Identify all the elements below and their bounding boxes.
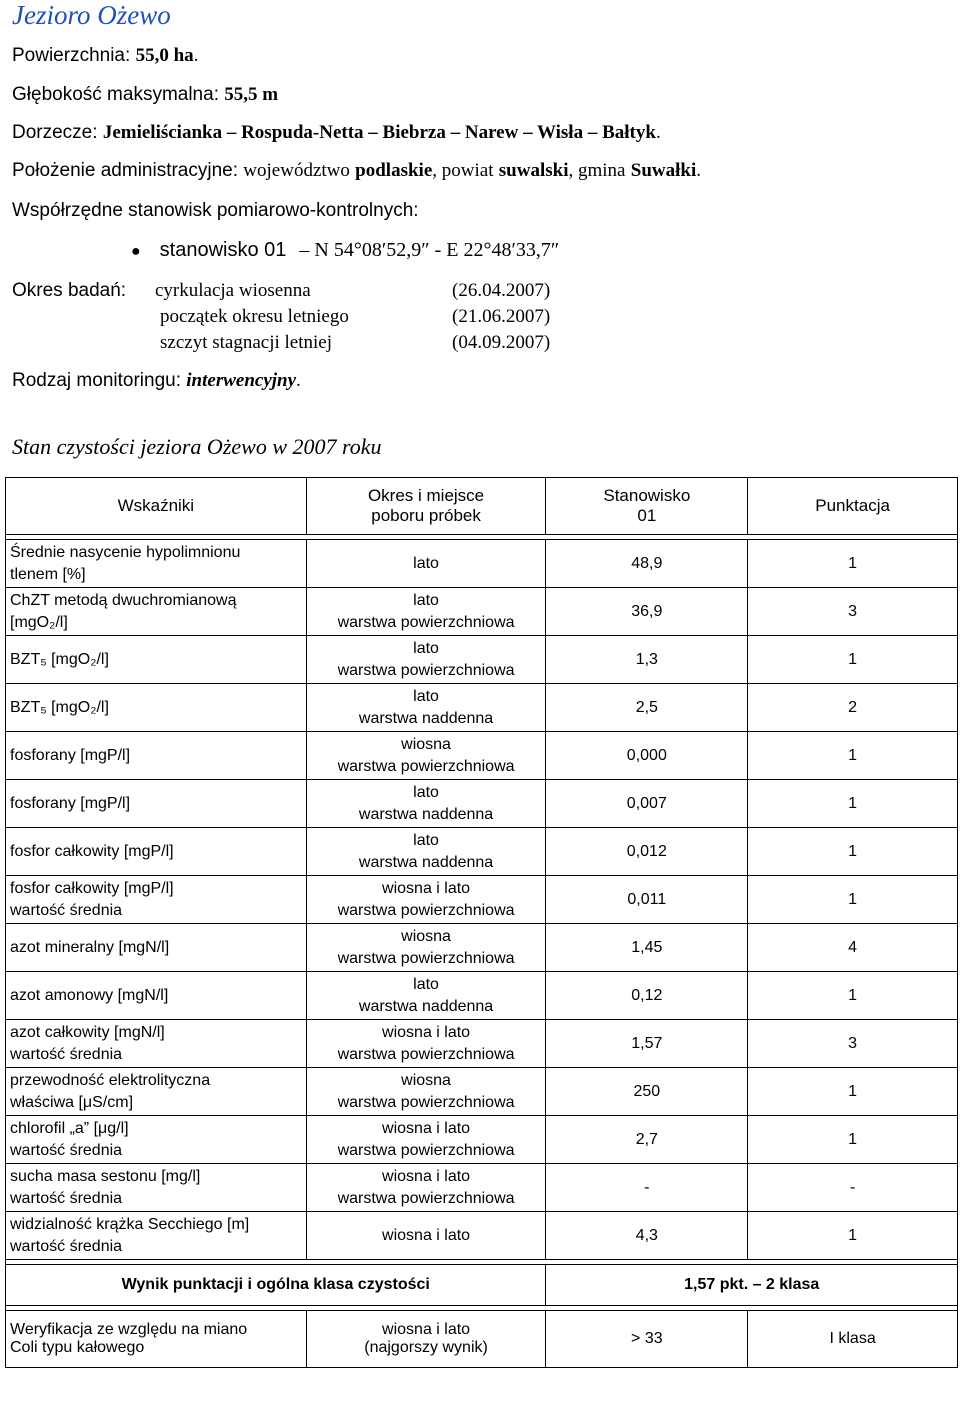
- value-cell: 0,007: [546, 780, 748, 828]
- result-value: 1,57 pkt. – 2 klasa: [546, 1265, 958, 1306]
- admin-gm-pre: , gmina: [568, 160, 626, 181]
- table-row: [6, 636, 958, 684]
- indicator-cell: fosforany [mgP/l]: [6, 732, 307, 780]
- period-cell: wiosna i lato warstwa powierzchniowa: [306, 1020, 546, 1068]
- value-cell: 1,3: [546, 636, 748, 684]
- table-row: [6, 1116, 958, 1164]
- coords-label: Współrzędne stanowisk pomiarowo-kontrolnych:: [12, 200, 419, 221]
- indicator-cell: ChZT metodą dwuchromianową [mgO₂/l]: [6, 588, 307, 636]
- period-cell: wiosna warstwa powierzchniowa: [306, 1068, 546, 1116]
- period-cell: wiosna i lato: [306, 1212, 546, 1260]
- indicator-cell: chlorofil „a” [μg/l] wartość średnia: [6, 1116, 307, 1164]
- value-cell: 48,9: [546, 540, 748, 588]
- result-label: Wynik punktacji i ogólna klasa czystości: [6, 1265, 546, 1306]
- area-label: Powierzchnia:: [12, 45, 131, 66]
- period-label: Okres badań:: [12, 280, 127, 301]
- table-row: [6, 828, 958, 876]
- points-cell: 2: [748, 684, 958, 732]
- period-cell: lato warstwa naddenna: [306, 780, 546, 828]
- station-coords: N 54°08′52,9″ - E 22°48′33,7″: [314, 239, 560, 261]
- points-cell: 3: [748, 588, 958, 636]
- points-cell: 1: [748, 540, 958, 588]
- period-cell: lato warstwa naddenna: [306, 828, 546, 876]
- result-row: [6, 1265, 958, 1306]
- verification-row: [6, 1311, 958, 1368]
- section-title: Stan czystości jeziora Ożewo w 2007 roku: [12, 434, 382, 459]
- basin-line: Dorzecze: Jemieliścianka – Rospuda-Netta – Biebrza – Narew – Wisła – Bałtyk.: [12, 122, 661, 143]
- table-row: [6, 1020, 958, 1068]
- admin-pow: suwalski: [498, 160, 569, 181]
- monitor-label: Rodzaj monitoringu:: [12, 370, 181, 391]
- table-row: [6, 780, 958, 828]
- table-row: [6, 924, 958, 972]
- value-cell: 1,45: [546, 924, 748, 972]
- table-header: [6, 478, 958, 535]
- bullet-icon: ●: [131, 243, 141, 260]
- points-cell: 3: [748, 1020, 958, 1068]
- header-indicators: Wskaźniki: [6, 478, 307, 535]
- verification-class: I klasa: [748, 1311, 958, 1368]
- monitor-value: interwencyjny: [186, 370, 297, 391]
- period-cell: wiosna i lato warstwa powierzchniowa: [306, 1164, 546, 1212]
- points-cell: 1: [748, 1116, 958, 1164]
- value-cell: 2,7: [546, 1116, 748, 1164]
- indicator-cell: BZT₅ [mgO₂/l]: [6, 636, 307, 684]
- area-line: Powierzchnia: 55,0 ha.: [12, 45, 199, 66]
- period-name-3: szczyt stagnacji letniej: [160, 332, 332, 353]
- value-cell: 36,9: [546, 588, 748, 636]
- basin-value: Jemieliścianka – Rospuda-Netta – Biebrza – Narew – Wisła – Bałtyk: [102, 122, 656, 143]
- value-cell: 0,000: [546, 732, 748, 780]
- points-cell: 1: [748, 732, 958, 780]
- header-period: Okres i miejsce poboru próbek: [306, 478, 546, 535]
- indicator-cell: fosfor całkowity [mgP/l]: [6, 828, 307, 876]
- points-cell: 1: [748, 972, 958, 1020]
- value-cell: 0,12: [546, 972, 748, 1020]
- verification-label: Weryfikacja ze względu na miano Coli typu kałowego: [6, 1311, 307, 1368]
- table-body: [6, 540, 958, 1260]
- admin-line: Położenie administracyjne: województwo podlaskie, powiat suwalski, gmina Suwałki.: [12, 160, 701, 181]
- period-cell: lato: [306, 540, 546, 588]
- period-name-2: początek okresu letniego: [160, 306, 349, 327]
- depth-line: [12, 84, 278, 106]
- station-line: ● stanowisko 01 – N 54°08′52,9″ - E 22°48′33,7″: [131, 239, 560, 261]
- page-title: Jezioro Ożewo: [12, 0, 171, 30]
- points-cell: 1: [748, 876, 958, 924]
- quality-table: [5, 477, 958, 1368]
- depth-label: Głębokość maksymalna:: [12, 84, 219, 105]
- period-date-2: (21.06.2007): [452, 306, 551, 327]
- admin-voiv-pre: województwo: [243, 160, 350, 181]
- points-cell: -: [748, 1164, 958, 1212]
- indicator-cell: fosforany [mgP/l]: [6, 780, 307, 828]
- indicator-cell: azot całkowity [mgN/l] wartość średnia: [6, 1020, 307, 1068]
- value-cell: 4,3: [546, 1212, 748, 1260]
- value-cell: 0,011: [546, 876, 748, 924]
- monitor-line: Rodzaj monitoringu: interwencyjny.: [12, 370, 301, 391]
- value-cell: 0,012: [546, 828, 748, 876]
- table-row: [6, 588, 958, 636]
- period-cell: wiosna i lato warstwa powierzchniowa: [306, 876, 546, 924]
- period-cell: lato warstwa powierzchniowa: [306, 588, 546, 636]
- value-cell: 2,5: [546, 684, 748, 732]
- header-station: Stanowisko 01: [546, 478, 748, 535]
- period-cell: wiosna warstwa powierzchniowa: [306, 732, 546, 780]
- points-cell: 4: [748, 924, 958, 972]
- table-row: [6, 540, 958, 588]
- verification-value: > 33: [546, 1311, 748, 1368]
- value-cell: 1,57: [546, 1020, 748, 1068]
- table-row: [6, 1068, 958, 1116]
- depth-value: 55,5 m: [224, 84, 279, 105]
- admin-pow-pre: , powiat: [432, 160, 494, 181]
- admin-label: Położenie administracyjne:: [12, 160, 239, 181]
- area-value: 55,0 ha: [135, 45, 194, 66]
- period-date-1: (26.04.2007): [452, 280, 551, 301]
- value-cell: -: [546, 1164, 748, 1212]
- points-cell: 1: [748, 1212, 958, 1260]
- indicator-cell: fosfor całkowity [mgP/l] wartość średnia: [6, 876, 307, 924]
- table-row: [6, 972, 958, 1020]
- value-cell: 250: [546, 1068, 748, 1116]
- admin-voiv: podlaskie: [355, 160, 433, 181]
- period-cell: wiosna i lato warstwa powierzchniowa: [306, 1116, 546, 1164]
- verification-period: wiosna i lato (najgorszy wynik): [306, 1311, 546, 1368]
- indicator-cell: widzialność krążka Secchiego [m] wartość średnia: [6, 1212, 307, 1260]
- table-row: [6, 1212, 958, 1260]
- points-cell: 1: [748, 1068, 958, 1116]
- indicator-cell: azot mineralny [mgN/l]: [6, 924, 307, 972]
- period-name-1: cyrkulacja wiosenna: [155, 280, 311, 301]
- indicator-cell: Średnie nasycenie hypolimnionu tlenem [%]: [6, 540, 307, 588]
- header-points: Punktacja: [748, 478, 958, 535]
- period-cell: lato warstwa naddenna: [306, 972, 546, 1020]
- admin-gm: Suwałki: [630, 160, 697, 181]
- indicator-cell: BZT₅ [mgO₂/l]: [6, 684, 307, 732]
- points-cell: 1: [748, 636, 958, 684]
- indicator-cell: przewodność elektrolityczna właściwa [μS/cm]: [6, 1068, 307, 1116]
- period-cell: lato warstwa powierzchniowa: [306, 636, 546, 684]
- period-cell: wiosna warstwa powierzchniowa: [306, 924, 546, 972]
- points-cell: 1: [748, 828, 958, 876]
- points-cell: 1: [748, 780, 958, 828]
- period-cell: lato warstwa naddenna: [306, 684, 546, 732]
- table-row: [6, 1164, 958, 1212]
- station-label: stanowisko 01: [159, 239, 287, 261]
- table-row: [6, 732, 958, 780]
- indicator-cell: azot amonowy [mgN/l]: [6, 972, 307, 1020]
- table-row: [6, 684, 958, 732]
- basin-label: Dorzecze:: [12, 122, 98, 143]
- indicator-cell: sucha masa sestonu [mg/l] wartość średnia: [6, 1164, 307, 1212]
- period-date-3: (04.09.2007): [452, 332, 551, 353]
- table-row: [6, 876, 958, 924]
